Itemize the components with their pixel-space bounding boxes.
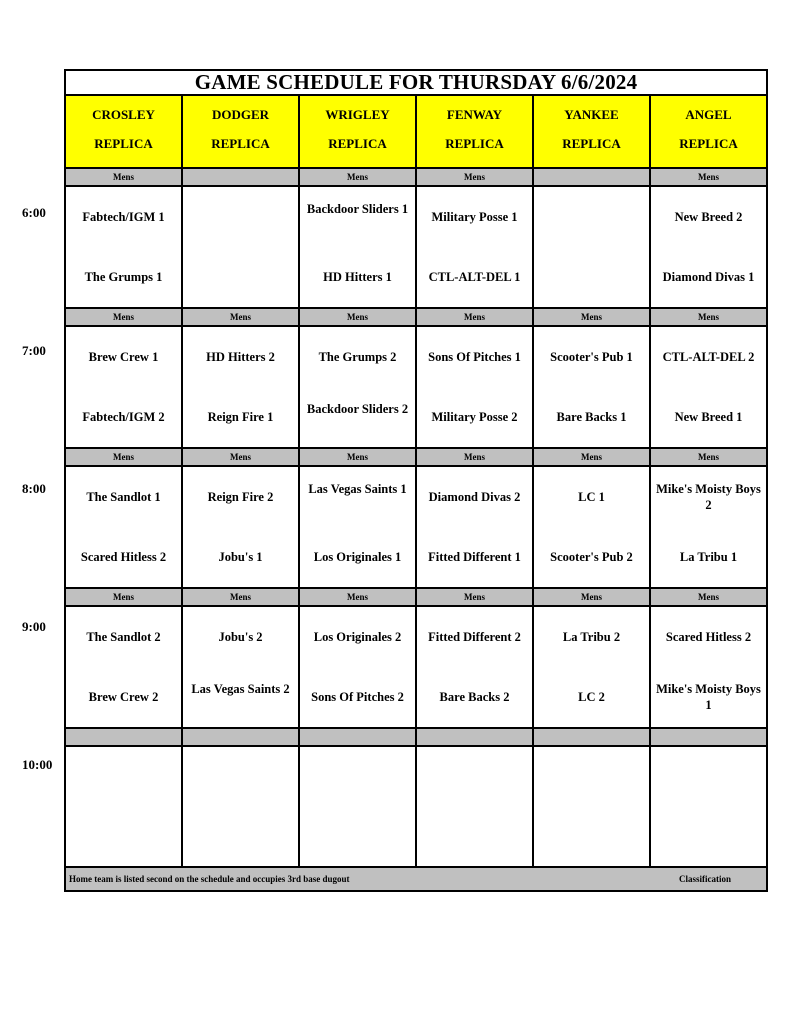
- away-team: The Grumps 2: [318, 350, 397, 364]
- time-label: 9:00: [22, 619, 46, 634]
- class-cell: [300, 729, 417, 745]
- class-cell: Mens: [651, 449, 766, 465]
- home-team: Fabtech/IGM 2: [82, 410, 165, 424]
- field-sub: REPLICA: [211, 136, 270, 151]
- class-cell: Mens: [183, 589, 300, 605]
- class-cell: Mens: [417, 309, 534, 325]
- game-cell: [183, 467, 300, 587]
- game-cell: [651, 607, 766, 727]
- home-team: Brew Crew 2: [88, 690, 159, 704]
- field-name: ANGEL: [685, 107, 732, 122]
- away-team: CTL-ALT-DEL 2: [662, 350, 755, 364]
- game-cell: [534, 187, 651, 307]
- game-cell: [300, 747, 417, 866]
- home-team: Diamond Divas 1: [662, 270, 755, 284]
- field-name: YANKEE: [564, 107, 619, 122]
- away-team: Mike's Moisty Boys 2: [656, 482, 761, 512]
- game-cell: [300, 467, 417, 587]
- game-cell: [417, 747, 534, 866]
- class-cell: [534, 169, 651, 185]
- home-team: Mike's Moisty Boys 1: [656, 682, 761, 712]
- home-team: Bare Backs 2: [439, 690, 510, 704]
- away-team: Reign Fire 2: [207, 490, 274, 504]
- game-cell: [66, 327, 183, 447]
- away-team: HD Hitters 2: [206, 350, 275, 364]
- away-team: Diamond Divas 2: [428, 490, 521, 504]
- class-cell: Mens: [651, 589, 766, 605]
- classification-row: [66, 589, 766, 607]
- away-team: Backdoor Sliders 1: [306, 202, 409, 216]
- away-team: Los Originales 2: [313, 630, 402, 644]
- classification-row: [66, 729, 766, 747]
- game-slot-row: [66, 187, 766, 309]
- class-cell: Mens: [66, 309, 183, 325]
- home-team: La Tribu 1: [679, 550, 738, 564]
- class-cell: Mens: [534, 589, 651, 605]
- away-team: Las Vegas Saints 1: [308, 482, 407, 496]
- time-label: 8:00: [22, 481, 46, 496]
- classification-row: [66, 169, 766, 187]
- home-team: Jobu's 1: [218, 550, 263, 564]
- class-cell: Mens: [66, 169, 183, 185]
- classification-row: [66, 309, 766, 327]
- field-header: [651, 96, 766, 167]
- game-cell: [651, 187, 766, 307]
- home-team: Bare Backs 1: [556, 410, 627, 424]
- page-title: GAME SCHEDULE FOR THURSDAY 6/6/2024: [66, 71, 766, 96]
- away-team: Fabtech/IGM 1: [82, 210, 165, 224]
- game-cell: [183, 327, 300, 447]
- away-team: Scooter's Pub 1: [550, 350, 633, 364]
- field-header: [534, 96, 651, 167]
- class-cell: Mens: [183, 449, 300, 465]
- class-cell: Mens: [534, 449, 651, 465]
- field-name: CROSLEY: [92, 107, 155, 122]
- class-cell: Mens: [66, 589, 183, 605]
- home-team: Scared Hitless 2: [80, 550, 167, 564]
- game-cell: [534, 607, 651, 727]
- game-cell: [66, 467, 183, 587]
- game-slot-row: [66, 747, 766, 868]
- classification-label: Classification: [679, 874, 732, 884]
- game-cell: [651, 467, 766, 587]
- away-team: Sons Of Pitches 1: [428, 350, 521, 364]
- game-cell: [651, 747, 766, 866]
- home-team: Fitted Different 1: [428, 550, 521, 564]
- home-team: Sons Of Pitches 2: [311, 690, 404, 704]
- field-name: FENWAY: [446, 107, 503, 122]
- class-cell: [183, 729, 300, 745]
- game-slot-row: [66, 607, 766, 729]
- game-cell: [66, 187, 183, 307]
- class-cell: Mens: [300, 169, 417, 185]
- class-cell: Mens: [651, 309, 766, 325]
- time-column: [0, 0, 64, 1024]
- field-header: [300, 96, 417, 167]
- game-cell: [183, 747, 300, 866]
- field-name: WRIGLEY: [325, 107, 390, 122]
- field-sub: REPLICA: [328, 136, 387, 151]
- class-cell: [417, 729, 534, 745]
- game-cell: [417, 327, 534, 447]
- away-team: Brew Crew 1: [88, 350, 159, 364]
- class-cell: [651, 729, 766, 745]
- class-cell: Mens: [417, 449, 534, 465]
- home-team: Military Posse 2: [431, 410, 518, 424]
- game-cell: [66, 747, 183, 866]
- class-cell: Mens: [183, 309, 300, 325]
- class-cell: Mens: [300, 309, 417, 325]
- game-cell: [183, 607, 300, 727]
- away-team: The Sandlot 2: [86, 630, 161, 644]
- class-cell: Mens: [534, 309, 651, 325]
- class-cell: Mens: [300, 449, 417, 465]
- home-team-note: Home team is listed second on the schedule and occupies 3rd base dugout: [69, 874, 350, 884]
- game-cell: [651, 327, 766, 447]
- game-slot-row: [66, 327, 766, 449]
- game-cell: [417, 467, 534, 587]
- game-cell: [417, 187, 534, 307]
- game-cell: [534, 747, 651, 866]
- time-label: 7:00: [22, 343, 46, 358]
- game-slot-row: [66, 467, 766, 589]
- home-team: Backdoor Sliders 2: [306, 402, 409, 416]
- footer-bar: [66, 868, 766, 890]
- field-name: DODGER: [211, 107, 270, 122]
- class-cell: [66, 729, 183, 745]
- home-team: Reign Fire 1: [207, 410, 274, 424]
- home-team: New Breed 1: [674, 410, 743, 424]
- home-team: Las Vegas Saints 2: [191, 682, 290, 696]
- field-header: [66, 96, 183, 167]
- field-sub: REPLICA: [94, 136, 153, 151]
- field-sub: REPLICA: [445, 136, 504, 151]
- field-sub: REPLICA: [562, 136, 621, 151]
- time-label: 6:00: [22, 205, 46, 220]
- away-team: Scared Hitless 2: [665, 630, 752, 644]
- class-cell: Mens: [300, 589, 417, 605]
- away-team: Military Posse 1: [431, 210, 518, 224]
- home-team: HD Hitters 1: [323, 270, 392, 284]
- game-cell: [300, 607, 417, 727]
- game-cell: [300, 327, 417, 447]
- away-team: La Tribu 2: [562, 630, 621, 644]
- time-label: 10:00: [22, 757, 53, 772]
- away-team: LC 1: [578, 490, 605, 504]
- away-team: The Sandlot 1: [86, 490, 161, 504]
- away-team: Fitted Different 2: [428, 630, 521, 644]
- game-cell: [534, 467, 651, 587]
- home-team: Los Originales 1: [313, 550, 402, 564]
- class-cell: [183, 169, 300, 185]
- class-cell: Mens: [66, 449, 183, 465]
- home-team: Scooter's Pub 2: [550, 550, 633, 564]
- class-cell: Mens: [417, 169, 534, 185]
- game-cell: [417, 607, 534, 727]
- away-team: Jobu's 2: [218, 630, 263, 644]
- field-header: [183, 96, 300, 167]
- away-team: New Breed 2: [674, 210, 743, 224]
- schedule-table: [64, 69, 768, 892]
- game-cell: [183, 187, 300, 307]
- home-team: CTL-ALT-DEL 1: [428, 270, 521, 284]
- game-cell: [66, 607, 183, 727]
- field-header-row: [66, 96, 766, 169]
- class-cell: Mens: [651, 169, 766, 185]
- field-header: [417, 96, 534, 167]
- classification-row: [66, 449, 766, 467]
- field-sub: REPLICA: [679, 136, 738, 151]
- game-cell: [300, 187, 417, 307]
- class-cell: [534, 729, 651, 745]
- class-cell: Mens: [417, 589, 534, 605]
- game-cell: [534, 327, 651, 447]
- home-team: The Grumps 1: [84, 270, 163, 284]
- home-team: LC 2: [578, 690, 605, 704]
